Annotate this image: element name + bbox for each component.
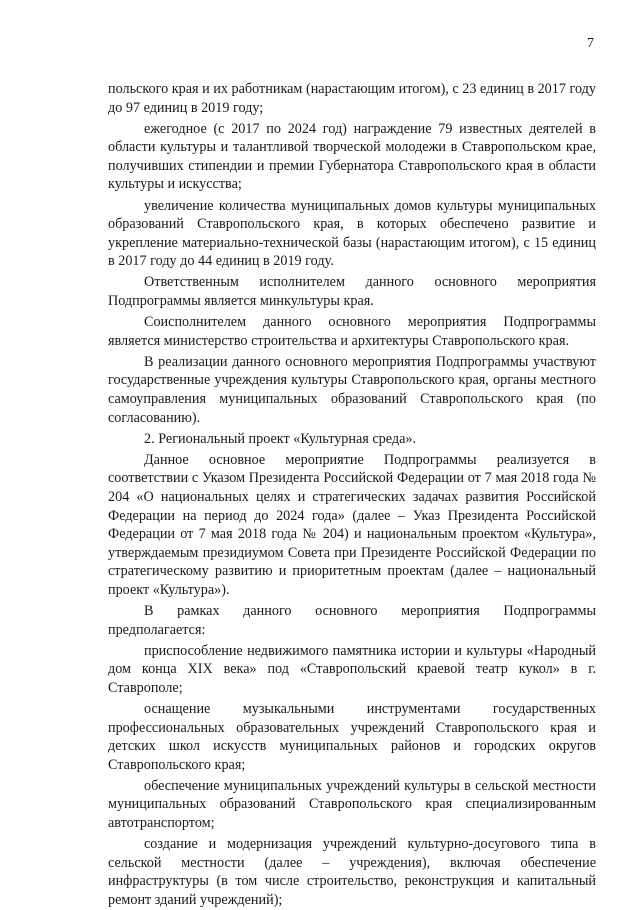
- paragraph: В реализации данного основного мероприятия Подпрограммы участвуют государственные учреждения культуры Ставропольского края, органы местного самоуправления муниципальных образований Ставропольского края (по согласованию).: [108, 353, 596, 426]
- paragraph: обеспечение муниципальных учреждений культуры в сельской местности муниципальных образований Ставропольского края специализированным автотранспортом;: [108, 777, 596, 832]
- document-body: [108, 80, 596, 910]
- paragraph: 2. Региональный проект «Культурная среда».: [144, 430, 417, 447]
- paragraph: В рамках данного основного мероприятия Подпрограммы предполагается:: [108, 603, 596, 638]
- paragraph: Соисполнителем данного основного мероприятия Подпрограммы является министерство строительства и архитектуры Ставропольского края.: [108, 314, 596, 349]
- paragraph: ежегодное (с 2017 по 2024 год) награждение 79 известных деятелей в области культуры и талантливой творческой молодежи в Ставропольском крае, получивших стипендии и премии Губернатора Ставропольского края в области культуры и искусства;: [108, 120, 596, 193]
- page-number: 7: [587, 36, 594, 51]
- paragraph: приспособление недвижимого памятника истории и культуры «Народный дом конца XIX века» под «Ставропольский краевой театр кукол» в г. Ставрополе;: [108, 642, 596, 696]
- paragraph: оснащение музыкальными инструментами государственных профессиональных образовательных учреждений Ставропольского края и детских школ искусств муниципальных районов и городских округов Ставропольского края;: [108, 701, 596, 773]
- paragraph: создание и модернизация учреждений культурно-досугового типа в сельской местности (далее – учреждения), включая обеспечение инфраструктуры (в том числе строительство, реконструкция и капитальный ремонт зданий учреждений);: [108, 836, 596, 908]
- paragraph: Ответственным исполнителем данного основного мероприятия Подпрограммы является минкультуры края.: [108, 274, 596, 310]
- paragraph: увеличение количества муниципальных домов культуры муниципальных образований Ставропольского края, в которых обеспечено развитие и укрепление материально-технической базы (нарастающим итогом), с 15 единиц в 2017 году до 44 единиц в 2019 году.: [108, 197, 596, 270]
- paragraph: Данное основное мероприятие Подпрограммы реализуется в соответствии с Указом Президента Российской Федерации от 7 мая 2018 года № 204 «О национальных целях и стратегических задачах развития Российской Федерации на период до 2024 года» (далее – Указ Президента Российской Федерации от 7 мая 2018 года № 204) и национальным проектом «Культура», утверждаемым президиумом Совета при Президенте Российской Федерации по стратегическому развитию и приоритетным проектам (далее – национальный проект «Культура»).: [108, 451, 596, 598]
- paragraph: польского края и их работникам (нарастающим итогом), с 23 единиц в 2017 году до 97 единиц в 2019 году;: [108, 81, 596, 116]
